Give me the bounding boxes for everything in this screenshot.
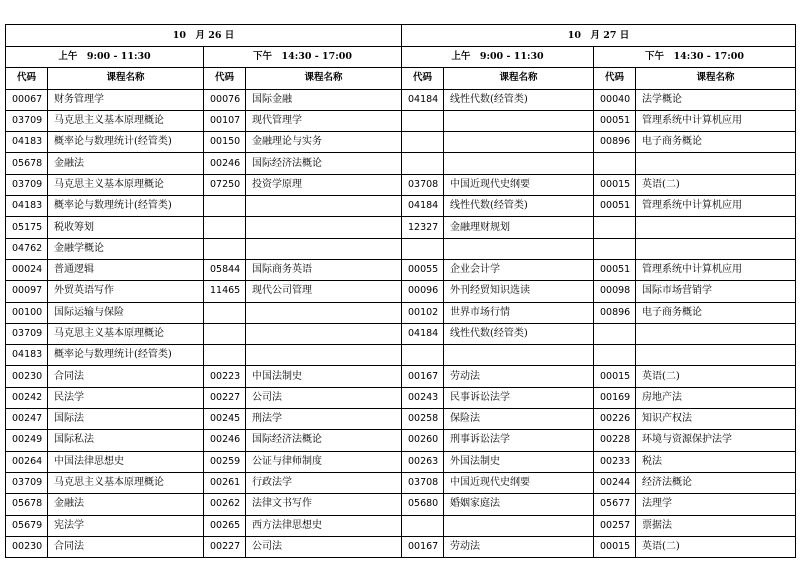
course-code-cell: 04183	[6, 196, 48, 217]
course-name-cell: 财务管理学	[48, 89, 204, 110]
column-header-row	[6, 68, 796, 89]
course-code-cell: 05680	[402, 494, 444, 515]
course-name-cell	[636, 238, 796, 259]
course-name-cell: 管理系统中计算机应用	[636, 196, 796, 217]
table-row	[6, 281, 796, 302]
course-name-cell: 现代管理学	[246, 110, 402, 131]
course-name-cell: 马克思主义基本原理概论	[48, 110, 204, 131]
course-name-cell: 劳动法	[444, 536, 594, 557]
course-name-cell: 税收筹划	[48, 217, 204, 238]
course-code-cell: 00226	[594, 409, 636, 430]
course-name-cell: 刑法学	[246, 409, 402, 430]
course-code-cell	[402, 515, 444, 536]
course-code-cell: 00896	[594, 302, 636, 323]
course-name-cell: 电子商务概论	[636, 302, 796, 323]
course-name-cell: 国际市场营销学	[636, 281, 796, 302]
course-code-cell: 00263	[402, 451, 444, 472]
course-name-cell	[246, 302, 402, 323]
course-code-cell: 00067	[6, 89, 48, 110]
course-name-cell: 民事诉讼法学	[444, 387, 594, 408]
course-name-cell: 金融理财规划	[444, 217, 594, 238]
course-code-cell	[204, 323, 246, 344]
course-name-cell: 中国近现代史纲要	[444, 174, 594, 195]
course-code-cell: 11465	[204, 281, 246, 302]
course-name-cell: 英语(二)	[636, 536, 796, 557]
table-row	[6, 174, 796, 195]
course-code-cell: 00228	[594, 430, 636, 451]
course-code-cell: 00260	[402, 430, 444, 451]
course-code-cell	[594, 238, 636, 259]
course-code-cell: 04184	[402, 89, 444, 110]
course-code-cell	[402, 153, 444, 174]
course-code-cell: 00244	[594, 472, 636, 493]
session-27-am: 上午 9:00 - 11:30	[402, 47, 594, 68]
course-code-cell: 04183	[6, 132, 48, 153]
course-name-cell: 管理系统中计算机应用	[636, 110, 796, 131]
course-code-cell: 07250	[204, 174, 246, 195]
table-row	[6, 515, 796, 536]
course-name-cell: 票据法	[636, 515, 796, 536]
session-26-am: 上午 9:00 - 11:30	[6, 47, 204, 68]
course-name-cell: 民法学	[48, 387, 204, 408]
table-row	[6, 132, 796, 153]
table-row	[6, 345, 796, 366]
course-name-cell: 马克思主义基本原理概论	[48, 174, 204, 195]
course-code-cell	[594, 217, 636, 238]
course-name-cell: 金融法	[48, 153, 204, 174]
course-name-cell: 公证与律师制度	[246, 451, 402, 472]
course-code-cell: 05679	[6, 515, 48, 536]
column-header-code: 代码	[204, 68, 246, 89]
course-name-cell: 线性代数(经管类)	[444, 323, 594, 344]
course-code-cell: 00015	[594, 536, 636, 557]
course-name-cell: 合同法	[48, 366, 204, 387]
course-code-cell: 00107	[204, 110, 246, 131]
course-name-cell	[444, 515, 594, 536]
course-code-cell: 04184	[402, 196, 444, 217]
course-name-cell: 法学概论	[636, 89, 796, 110]
course-code-cell: 00245	[204, 409, 246, 430]
course-code-cell: 00896	[594, 132, 636, 153]
course-name-cell: 法理学	[636, 494, 796, 515]
column-header-name: 课程名称	[48, 68, 204, 89]
course-code-cell: 00015	[594, 174, 636, 195]
course-name-cell: 现代公司管理	[246, 281, 402, 302]
table-row	[6, 387, 796, 408]
course-name-cell	[636, 323, 796, 344]
course-name-cell	[246, 323, 402, 344]
course-code-cell	[594, 345, 636, 366]
course-name-cell: 知识产权法	[636, 409, 796, 430]
table-row	[6, 494, 796, 515]
course-name-cell	[636, 153, 796, 174]
course-name-cell: 马克思主义基本原理概论	[48, 323, 204, 344]
course-name-cell: 国际私法	[48, 430, 204, 451]
course-name-cell: 外国法制史	[444, 451, 594, 472]
course-code-cell	[402, 345, 444, 366]
course-name-cell: 国际经济法概论	[246, 430, 402, 451]
course-code-cell: 00015	[594, 366, 636, 387]
course-code-cell: 05678	[6, 494, 48, 515]
course-code-cell	[402, 132, 444, 153]
course-code-cell: 00247	[6, 409, 48, 430]
course-name-cell: 国际商务英语	[246, 259, 402, 280]
table-row	[6, 366, 796, 387]
course-code-cell: 00096	[402, 281, 444, 302]
course-code-cell: 00264	[6, 451, 48, 472]
course-code-cell: 00100	[6, 302, 48, 323]
column-header-code: 代码	[594, 68, 636, 89]
course-code-cell	[204, 302, 246, 323]
course-code-cell: 00040	[594, 89, 636, 110]
course-name-cell: 金融法	[48, 494, 204, 515]
column-header-name: 课程名称	[246, 68, 402, 89]
course-code-cell: 00150	[204, 132, 246, 153]
table-row	[6, 302, 796, 323]
course-code-cell	[204, 345, 246, 366]
course-code-cell	[594, 153, 636, 174]
course-name-cell: 合同法	[48, 536, 204, 557]
course-code-cell	[402, 110, 444, 131]
course-code-cell: 00259	[204, 451, 246, 472]
table-row	[6, 451, 796, 472]
course-code-cell: 05678	[6, 153, 48, 174]
course-name-cell: 英语(二)	[636, 366, 796, 387]
course-name-cell: 管理系统中计算机应用	[636, 259, 796, 280]
course-name-cell: 金融学概论	[48, 238, 204, 259]
table-row	[6, 430, 796, 451]
course-code-cell: 00223	[204, 366, 246, 387]
course-code-cell: 05175	[6, 217, 48, 238]
session-26-pm: 下午 14:30 - 17:00	[204, 47, 402, 68]
course-name-cell: 保险法	[444, 409, 594, 430]
course-name-cell	[444, 153, 594, 174]
course-name-cell: 线性代数(经管类)	[444, 196, 594, 217]
course-name-cell: 房地产法	[636, 387, 796, 408]
course-name-cell: 马克思主义基本原理概论	[48, 472, 204, 493]
table-row	[6, 323, 796, 344]
course-code-cell: 00169	[594, 387, 636, 408]
course-name-cell	[246, 217, 402, 238]
course-code-cell: 04184	[402, 323, 444, 344]
course-code-cell: 03708	[402, 174, 444, 195]
course-code-cell: 00051	[594, 259, 636, 280]
top-spacer	[5, 0, 796, 24]
course-code-cell: 00227	[204, 387, 246, 408]
course-name-cell: 金融理论与实务	[246, 132, 402, 153]
course-code-cell: 05677	[594, 494, 636, 515]
course-name-cell: 宪法学	[48, 515, 204, 536]
table-row	[6, 196, 796, 217]
course-name-cell: 外贸英语写作	[48, 281, 204, 302]
table-row	[6, 409, 796, 430]
course-code-cell: 00233	[594, 451, 636, 472]
course-name-cell: 行政法学	[246, 472, 402, 493]
table-row	[6, 89, 796, 110]
date-oct-26: 10 月 26 日	[6, 25, 402, 47]
course-code-cell	[204, 217, 246, 238]
course-name-cell: 电子商务概论	[636, 132, 796, 153]
table-row	[6, 536, 796, 557]
course-name-cell	[444, 238, 594, 259]
course-name-cell	[444, 110, 594, 131]
course-code-cell: 00076	[204, 89, 246, 110]
course-code-cell: 00167	[402, 536, 444, 557]
course-name-cell: 企业会计学	[444, 259, 594, 280]
table-row	[6, 238, 796, 259]
course-code-cell: 00227	[204, 536, 246, 557]
course-name-cell: 国际运输与保险	[48, 302, 204, 323]
course-code-cell: 00024	[6, 259, 48, 280]
course-name-cell: 英语(二)	[636, 174, 796, 195]
course-code-cell: 03709	[6, 174, 48, 195]
table-row	[6, 110, 796, 131]
course-code-cell	[594, 323, 636, 344]
course-name-cell: 刑事诉讼法学	[444, 430, 594, 451]
course-code-cell: 00261	[204, 472, 246, 493]
course-name-cell	[246, 238, 402, 259]
course-name-cell: 投资学原理	[246, 174, 402, 195]
session-header-row	[6, 47, 796, 68]
course-name-cell: 西方法律思想史	[246, 515, 402, 536]
column-header-code: 代码	[6, 68, 48, 89]
course-name-cell	[636, 217, 796, 238]
course-code-cell: 00098	[594, 281, 636, 302]
course-code-cell: 00230	[6, 536, 48, 557]
course-name-cell: 国际金融	[246, 89, 402, 110]
table-row	[6, 259, 796, 280]
course-code-cell: 00051	[594, 196, 636, 217]
exam-schedule-table	[5, 24, 796, 558]
course-code-cell: 00051	[594, 110, 636, 131]
table-row	[6, 153, 796, 174]
column-header-code: 代码	[402, 68, 444, 89]
course-name-cell: 外刊经贸知识选读	[444, 281, 594, 302]
course-code-cell: 03708	[402, 472, 444, 493]
course-name-cell	[444, 345, 594, 366]
course-code-cell	[402, 238, 444, 259]
course-code-cell: 00265	[204, 515, 246, 536]
course-code-cell: 04762	[6, 238, 48, 259]
course-name-cell	[246, 196, 402, 217]
course-name-cell: 国际法	[48, 409, 204, 430]
course-code-cell: 00230	[6, 366, 48, 387]
course-name-cell: 线性代数(经管类)	[444, 89, 594, 110]
course-code-cell: 00246	[204, 153, 246, 174]
course-code-cell: 00243	[402, 387, 444, 408]
course-name-cell	[444, 132, 594, 153]
course-name-cell: 中国近现代史纲要	[444, 472, 594, 493]
course-name-cell: 概率论与数理统计(经管类)	[48, 196, 204, 217]
course-name-cell	[636, 345, 796, 366]
course-code-cell: 04183	[6, 345, 48, 366]
course-name-cell: 税法	[636, 451, 796, 472]
course-code-cell: 00246	[204, 430, 246, 451]
course-code-cell: 00102	[402, 302, 444, 323]
course-code-cell: 00249	[6, 430, 48, 451]
column-header-name: 课程名称	[444, 68, 594, 89]
course-code-cell: 00257	[594, 515, 636, 536]
table-row	[6, 217, 796, 238]
course-code-cell: 00242	[6, 387, 48, 408]
course-code-cell	[204, 196, 246, 217]
course-name-cell: 公司法	[246, 387, 402, 408]
course-name-cell: 公司法	[246, 536, 402, 557]
course-name-cell: 世界市场行情	[444, 302, 594, 323]
course-code-cell: 00055	[402, 259, 444, 280]
course-code-cell: 00167	[402, 366, 444, 387]
course-code-cell: 03709	[6, 472, 48, 493]
date-oct-27: 10 月 27 日	[402, 25, 796, 47]
course-code-cell: 12327	[402, 217, 444, 238]
course-name-cell: 普通逻辑	[48, 259, 204, 280]
course-name-cell: 环境与资源保护法学	[636, 430, 796, 451]
table-row	[6, 472, 796, 493]
course-name-cell: 中国法制史	[246, 366, 402, 387]
column-header-name: 课程名称	[636, 68, 796, 89]
course-code-cell: 05844	[204, 259, 246, 280]
course-name-cell: 劳动法	[444, 366, 594, 387]
course-code-cell: 00097	[6, 281, 48, 302]
course-name-cell: 婚姻家庭法	[444, 494, 594, 515]
course-name-cell: 国际经济法概论	[246, 153, 402, 174]
course-code-cell: 00258	[402, 409, 444, 430]
course-name-cell: 法律文书写作	[246, 494, 402, 515]
course-name-cell	[246, 345, 402, 366]
course-name-cell: 概率论与数理统计(经管类)	[48, 132, 204, 153]
course-name-cell: 经济法概论	[636, 472, 796, 493]
course-code-cell: 03709	[6, 110, 48, 131]
course-name-cell: 中国法律思想史	[48, 451, 204, 472]
course-code-cell	[204, 238, 246, 259]
session-27-pm: 下午 14:30 - 17:00	[594, 47, 796, 68]
course-code-cell: 00262	[204, 494, 246, 515]
course-code-cell: 03709	[6, 323, 48, 344]
course-name-cell: 概率论与数理统计(经管类)	[48, 345, 204, 366]
schedule-body	[6, 89, 796, 558]
date-header-row	[6, 25, 796, 47]
